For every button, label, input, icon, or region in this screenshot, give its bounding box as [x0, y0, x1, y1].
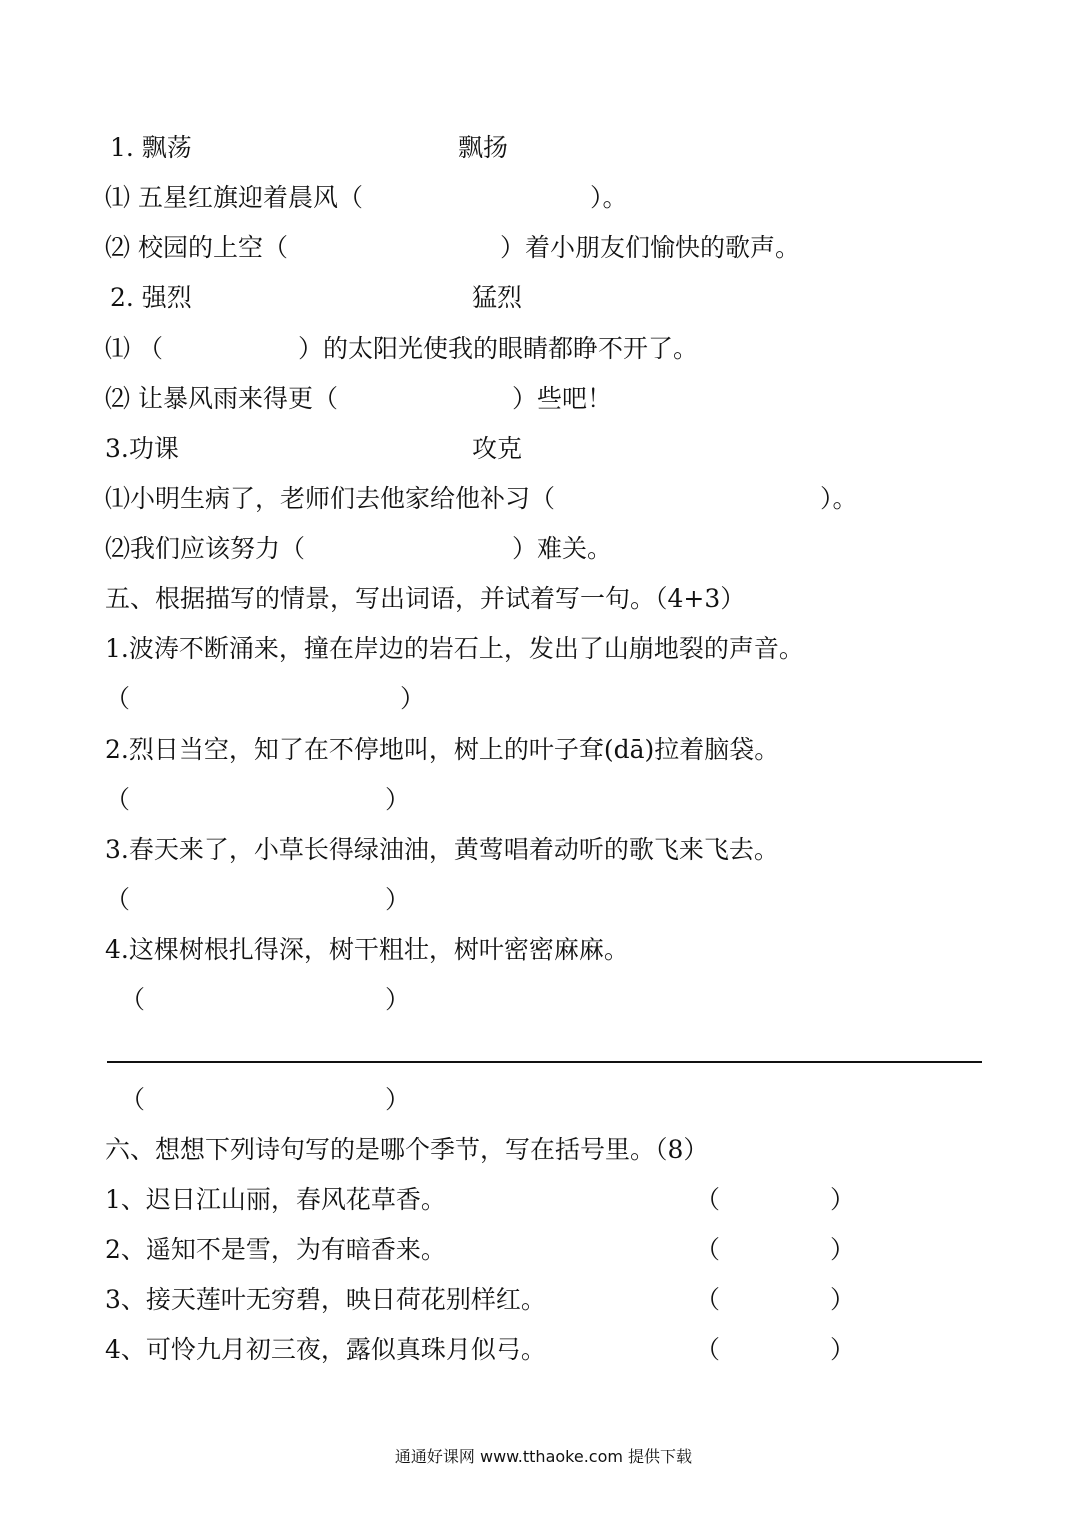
g1-question-2: ⑵ 校园的上空（ — [105, 233, 288, 262]
g1-word-a: 1. 飘荡 — [110, 133, 192, 162]
season-paren-open: （ — [695, 1185, 721, 1214]
section5-item-2: 2.烈日当空，知了在不停地叫，树上的叶子耷(dā)拉着脑袋。 — [105, 735, 780, 764]
season-paren-close: ） — [830, 1285, 856, 1314]
section6-title: 六、想想下列诗句写的是哪个季节，写在括号里。（8） — [105, 1135, 709, 1164]
g2-word-a: 2. 强烈 — [110, 283, 192, 312]
season-paren-close: ） — [830, 1185, 856, 1214]
g3-word-a: 3.功课 — [105, 434, 179, 463]
g1-question-2-end: ）着小朋友们愉快的歌声。 — [500, 233, 801, 262]
g2-word-b: 猛烈 — [472, 283, 523, 312]
answer-paren-close: ） — [385, 1085, 411, 1114]
g1-question-1: ⑴ 五星红旗迎着晨风（ — [105, 183, 363, 212]
g2-question-2-end: ）些吧！ — [512, 384, 613, 413]
section5-title: 五、根据描写的情景，写出词语，并试着写一句。（4+3） — [105, 584, 746, 613]
answer-paren-open: （ — [120, 1085, 146, 1114]
answer-paren-open: （ — [105, 785, 131, 814]
season-paren-open: （ — [695, 1335, 721, 1364]
season-paren-close: ） — [830, 1235, 856, 1264]
g2-question-1-open: ⑴ （ — [105, 334, 163, 363]
season-paren-open: （ — [695, 1285, 721, 1314]
g2-question-1-end: ）的太阳光使我的眼睛都睁不开了。 — [298, 334, 699, 363]
g1-question-1-end: ）。 — [590, 183, 628, 212]
g3-question-2-end: ）难关。 — [512, 534, 613, 563]
poem-item-1: 1、迟日江山丽，春风花草香。 — [105, 1185, 446, 1214]
answer-paren-close: ） — [385, 985, 411, 1014]
footer-source: 通通好课网 www.tthaoke.com 提供下载 — [394, 1447, 693, 1466]
section5-item-1: 1.波涛不断涌来，撞在岸边的岩石上，发出了山崩地裂的声音。 — [105, 634, 804, 663]
poem-item-4: 4、可怜九月初三夜，露似真珠月似弓。 — [105, 1335, 546, 1364]
answer-paren-open: （ — [105, 684, 131, 713]
poem-item-2: 2、遥知不是雪，为有暗香来。 — [105, 1235, 446, 1264]
answer-paren-open: （ — [105, 885, 131, 914]
answer-paren-close: ） — [385, 885, 411, 914]
g1-word-b: 飘扬 — [458, 133, 509, 162]
g3-question-1: ⑴小明生病了，老师们去他家给他补习（ — [105, 484, 556, 513]
poem-item-3: 3、接天莲叶无穷碧，映日荷花别样红。 — [105, 1285, 546, 1314]
g2-question-2: ⑵ 让暴风雨来得更（ — [105, 384, 338, 413]
g3-word-b: 攻克 — [472, 434, 523, 463]
season-paren-open: （ — [695, 1235, 721, 1264]
g3-question-1-end: ）。 — [820, 484, 858, 513]
section5-item-4: 4.这棵树根扎得深，树干粗壮，树叶密密麻麻。 — [105, 935, 629, 964]
g3-question-2: ⑵我们应该努力（ — [105, 534, 306, 563]
season-paren-close: ） — [830, 1335, 856, 1364]
sentence-writing-line — [107, 1061, 982, 1063]
answer-paren-open: （ — [120, 985, 146, 1014]
section5-item-3: 3.春天来了，小草长得绿油油，黄莺唱着动听的歌飞来飞去。 — [105, 835, 779, 864]
answer-paren-close: ） — [400, 684, 426, 713]
answer-paren-close: ） — [385, 785, 411, 814]
